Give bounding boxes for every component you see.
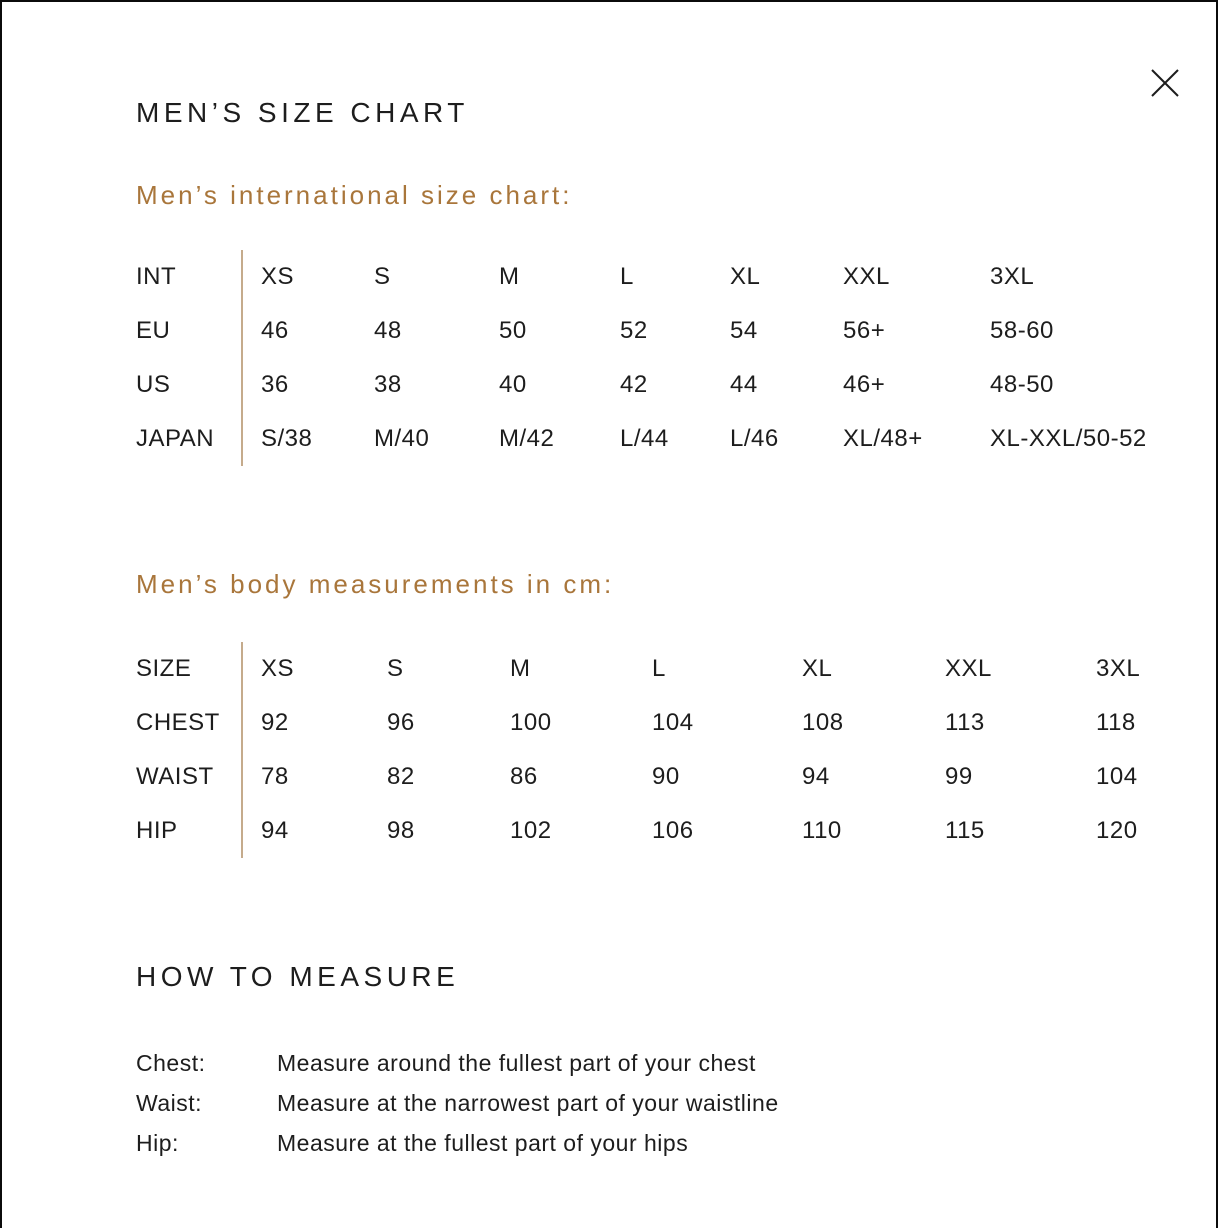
row-label: US [136,358,242,412]
list-item [136,1123,1176,1163]
table-cell: 94 [802,762,830,790]
table-cell: S [374,263,391,291]
table-cell: 90 [652,762,680,790]
body-measurements-table [136,642,1157,858]
table-cell: 58-60 [990,317,1054,345]
table-row [136,250,1157,304]
close-icon [1151,69,1179,97]
table-cell: XXL [945,654,992,682]
table-row [136,696,1157,750]
table-cell: M/42 [499,425,555,453]
table-cell: 52 [620,317,648,345]
table-cell: 3XL [1096,654,1141,682]
list-item [136,1083,1176,1123]
table-cell: 46 [261,317,289,345]
row-label: SIZE [136,642,242,696]
row-label: INT [136,250,242,304]
table-cell: 94 [261,816,289,844]
international-chart-heading: Men’s international size chart: [136,179,573,210]
how-to-measure-heading: HOW TO MEASURE [136,960,460,992]
measure-item-label: Hip: [136,1129,179,1156]
table-cell: XL-XXL/50-52 [990,425,1147,453]
table-cell: 46+ [843,371,886,399]
table-cell: S [387,654,404,682]
international-size-table [136,250,1157,466]
measure-item-text: Measure at the narrowest part of your waistline [277,1089,779,1116]
table-cell: 98 [387,816,415,844]
list-item [136,1043,1176,1083]
table-cell: 96 [387,708,415,736]
table-cell: 44 [730,371,758,399]
table-cell: 56+ [843,317,886,345]
table-cell: 54 [730,317,758,345]
table-cell: S/38 [261,425,313,453]
measure-item-label: Chest: [136,1049,206,1076]
table-row [136,642,1157,696]
table-cell: XS [261,263,295,291]
measure-item-text: Measure at the fullest part of your hips [277,1129,689,1156]
table-cell: 102 [510,816,552,844]
close-button[interactable] [1146,64,1184,102]
table-cell: 115 [945,816,985,844]
measure-item-text: Measure around the fullest part of your chest [277,1049,756,1076]
table-cell: 99 [945,762,973,790]
table-cell: 48-50 [990,371,1054,399]
table-cell: M [499,263,520,291]
table-row [136,412,1157,466]
table-cell: 38 [374,371,402,399]
table-cell: L [652,654,666,682]
table-row [136,304,1157,358]
table-cell: 50 [499,317,527,345]
row-label: JAPAN [136,412,242,466]
table-row [136,750,1157,804]
table-cell: 118 [1096,708,1136,736]
table-cell: 110 [802,816,842,844]
table-cell: XS [261,654,295,682]
table-cell: 100 [510,708,552,736]
table-cell: XL [730,263,761,291]
table-cell: 104 [1096,762,1138,790]
row-label: WAIST [136,750,242,804]
table-cell: XL [802,654,833,682]
row-label: EU [136,304,242,358]
table-cell: 108 [802,708,844,736]
table-cell: 104 [652,708,694,736]
table-cell: 86 [510,762,538,790]
row-label: CHEST [136,696,242,750]
how-to-measure-list [136,1043,1176,1163]
table-cell: 78 [261,762,289,790]
table-cell: L/46 [730,425,779,453]
table-cell: 40 [499,371,527,399]
table-cell: L [620,263,634,291]
body-measurements-heading: Men’s body measurements in cm: [136,569,615,600]
table-cell: 113 [945,708,985,736]
table-cell: XL/48+ [843,425,923,453]
table-cell: M/40 [374,425,430,453]
measure-item-label: Waist: [136,1089,203,1116]
table-cell: 92 [261,708,289,736]
table-cell: XXL [843,263,890,291]
table-cell: M [510,654,531,682]
table-cell: 3XL [990,263,1035,291]
table-cell: L/44 [620,425,669,453]
table-row [136,804,1157,858]
table-cell: 36 [261,371,289,399]
page-title: MEN’S SIZE CHART [136,97,469,128]
table-cell: 120 [1096,816,1138,844]
table-cell: 106 [652,816,694,844]
table-row [136,358,1157,412]
table-cell: 82 [387,762,415,790]
table-cell: 42 [620,371,648,399]
row-label: HIP [136,804,242,858]
table-cell: 48 [374,317,402,345]
